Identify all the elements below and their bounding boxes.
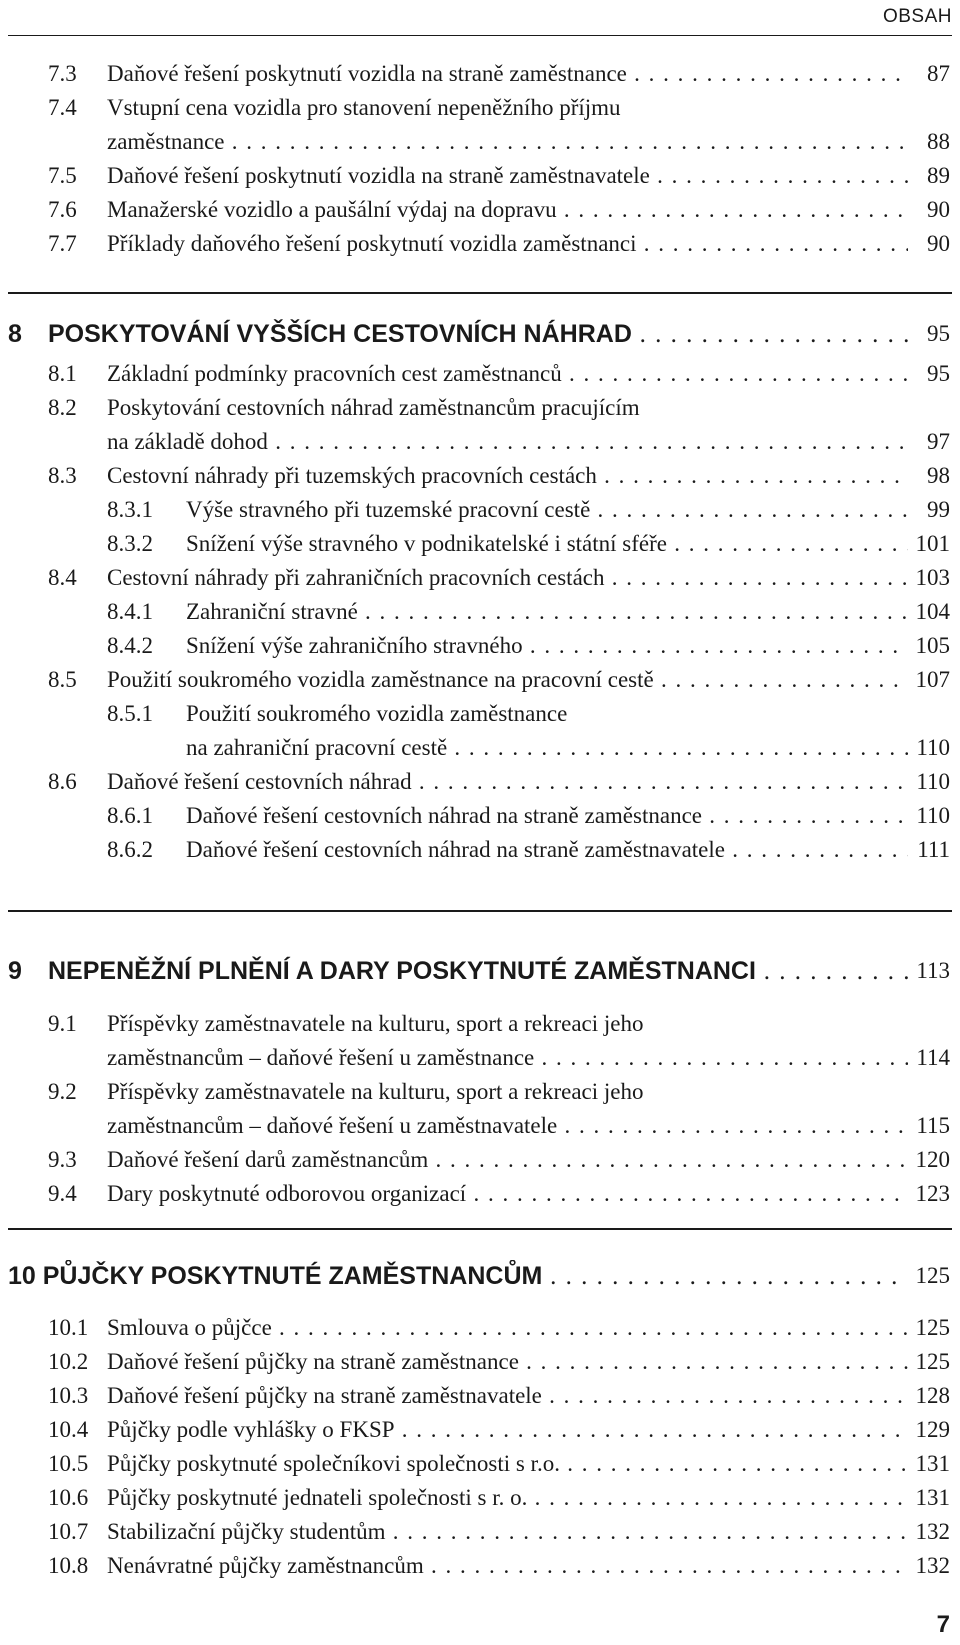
chapter-title: NEPENĚŽNÍ PLNĚNÍ A DARY POSKYTNUTÉ ZAMĚSTNANCI . . . xyxy=(48,955,908,988)
entry-page: 87 xyxy=(927,61,950,86)
chapter-rule xyxy=(8,1228,952,1230)
entry-page: 125 xyxy=(915,1349,950,1374)
chapter-number: 9 xyxy=(8,957,22,985)
entry-title-line: Použití soukromého vozidla zaměstnance xyxy=(186,701,568,726)
toc-entry-8-5[interactable] xyxy=(0,664,960,696)
entry-title: Daňové řešení půjčky na straně zaměstnance . . . xyxy=(107,1346,908,1378)
entry-title-line: Příspěvky zaměstnavatele na kulturu, sport a rekreaci jeho xyxy=(107,1011,644,1036)
entry-page: 132 xyxy=(915,1553,950,1578)
toc-entry-9-1[interactable] xyxy=(0,1042,960,1074)
chapter-page: 113 xyxy=(916,958,950,983)
chapter-page: 95 xyxy=(927,321,950,346)
entry-number: 8.2 xyxy=(48,395,77,420)
entry-page: 107 xyxy=(915,667,950,692)
entry-number: 9.4 xyxy=(48,1181,77,1206)
entry-number: 10.1 xyxy=(48,1315,89,1340)
entry-page: 104 xyxy=(915,599,950,624)
toc-entry-8-6-1[interactable] xyxy=(0,800,960,832)
toc-entry-8-4-2[interactable] xyxy=(0,630,960,662)
toc-entry-8-4-1[interactable] xyxy=(0,596,960,628)
entry-title: Daňové řešení cestovních náhrad na straně zaměstnance . . . xyxy=(186,800,908,832)
entry-page: 88 xyxy=(927,129,950,154)
toc-entry-8-6[interactable] xyxy=(0,766,960,798)
toc-entry-10-4[interactable] xyxy=(0,1414,960,1446)
chapter-title: 10 PŮJČKY POSKYTNUTÉ ZAMĚSTNANCŮM . . . xyxy=(8,1260,908,1293)
entry-page: 101 xyxy=(915,531,950,556)
entry-page: 90 xyxy=(927,197,950,222)
entry-number: 10.8 xyxy=(48,1553,89,1578)
toc-entry-7-4-line1[interactable] xyxy=(0,92,960,124)
entry-page: 98 xyxy=(927,463,950,488)
toc-entry-7-3[interactable] xyxy=(0,58,960,90)
toc-entry-9-2[interactable] xyxy=(0,1110,960,1142)
chapter-page: 125 xyxy=(915,1263,950,1288)
entry-title: Daňové řešení cestovních náhrad . . . xyxy=(107,766,908,798)
entry-number: 9.1 xyxy=(48,1011,77,1036)
entry-number: 7.6 xyxy=(48,197,77,222)
entry-title: Manažerské vozidlo a paušální výdaj na dopravu . . . xyxy=(107,194,908,226)
chapter-rule xyxy=(8,292,952,294)
entry-page: 129 xyxy=(915,1417,950,1442)
entry-page: 103 xyxy=(915,565,950,590)
entry-title: Základní podmínky pracovních cest zaměstnanců . . . xyxy=(107,358,908,390)
entry-number: 7.7 xyxy=(48,231,77,256)
entry-page: 105 xyxy=(915,633,950,658)
entry-title: Daňové řešení půjčky na straně zaměstnavatele . . . xyxy=(107,1380,908,1412)
entry-title: Snížení výše zahraničního stravného . . . xyxy=(186,630,908,662)
entry-title: Smlouva o půjčce . . . xyxy=(107,1312,908,1344)
entry-title: Dary poskytnuté odborovou organizací . . . xyxy=(107,1178,908,1210)
toc-entry-7-7[interactable] xyxy=(0,228,960,260)
toc-entry-10-1[interactable] xyxy=(0,1312,960,1344)
entry-number: 8.3.1 xyxy=(107,497,153,522)
entry-page: 110 xyxy=(916,803,950,828)
entry-page: 97 xyxy=(927,429,950,454)
entry-number: 10.6 xyxy=(48,1485,89,1510)
entry-page: 132 xyxy=(915,1519,950,1544)
entry-title: Nenávratné půjčky zaměstnancům . . . xyxy=(107,1550,908,1582)
toc-entry-7-5[interactable] xyxy=(0,160,960,192)
toc-entry-8-3-2[interactable] xyxy=(0,528,960,560)
toc-entry-10-5[interactable] xyxy=(0,1448,960,1480)
entry-title: Půjčky poskytnuté jednateli společnosti s r. o. . . . xyxy=(107,1482,908,1514)
entry-title: zaměstnancům – daňové řešení u zaměstnance . . . xyxy=(107,1042,908,1074)
running-header: OBSAH xyxy=(882,6,952,27)
entry-title: Stabilizační půjčky studentům . . . xyxy=(107,1516,908,1548)
entry-title: zaměstnance . . . xyxy=(107,126,908,158)
entry-number: 8.3 xyxy=(48,463,77,488)
chapter-number: 8 xyxy=(8,320,22,348)
toc-chapter-10[interactable] xyxy=(0,1260,960,1292)
entry-title-line: Vstupní cena vozidla pro stanovení nepeněžního příjmu xyxy=(107,95,621,120)
entry-number: 7.4 xyxy=(48,95,77,120)
entry-page: 123 xyxy=(915,1181,950,1206)
toc-entry-10-7[interactable] xyxy=(0,1516,960,1548)
toc-entry-10-8[interactable] xyxy=(0,1550,960,1582)
toc-entry-9-2-line1[interactable] xyxy=(0,1076,960,1108)
toc-chapter-8[interactable] xyxy=(0,318,960,350)
entry-title: Cestovní náhrady při zahraničních pracovních cestách . . . xyxy=(107,562,908,594)
chapter-rule xyxy=(8,910,952,912)
entry-number: 10.3 xyxy=(48,1383,89,1408)
entry-title: na základě dohod . . . xyxy=(107,426,908,458)
entry-page: 90 xyxy=(927,231,950,256)
toc-entry-8-1[interactable] xyxy=(0,358,960,390)
toc-entry-8-5-1-line1[interactable] xyxy=(0,698,960,730)
entry-page: 128 xyxy=(915,1383,950,1408)
toc-entry-8-3-1[interactable] xyxy=(0,494,960,526)
entry-page: 95 xyxy=(927,361,950,386)
entry-title: Výše stravného při tuzemské pracovní cestě . . . xyxy=(186,494,908,526)
entry-number: 8.6.2 xyxy=(107,837,153,862)
entry-title: Daňové řešení poskytnutí vozidla na straně zaměstnance . . . xyxy=(107,58,908,90)
entry-page: 110 xyxy=(916,735,950,760)
entry-title: na zahraniční pracovní cestě . . . xyxy=(186,732,908,764)
entry-title: Půjčky poskytnuté společníkovi společnosti s r.o. . . . xyxy=(107,1448,908,1480)
entry-number: 9.3 xyxy=(48,1147,77,1172)
entry-number: 8.6 xyxy=(48,769,77,794)
entry-title: Daňové řešení poskytnutí vozidla na straně zaměstnavatele . . . xyxy=(107,160,908,192)
entry-page: 131 xyxy=(915,1451,950,1476)
toc-entry-8-4[interactable] xyxy=(0,562,960,594)
header-rule xyxy=(8,35,952,36)
page-number: 7 xyxy=(936,1611,950,1638)
entry-title: Snížení výše stravného v podnikatelské i státní sféře . . . xyxy=(186,528,908,560)
entry-title-line: Příspěvky zaměstnavatele na kulturu, sport a rekreaci jeho xyxy=(107,1079,644,1104)
entry-number: 8.3.2 xyxy=(107,531,153,556)
toc-entry-7-6[interactable] xyxy=(0,194,960,226)
chapter-title: POSKYTOVÁNÍ VYŠŠÍCH CESTOVNÍCH NÁHRAD . . . xyxy=(48,318,908,351)
entry-page: 114 xyxy=(916,1045,950,1070)
toc-entry-10-2[interactable] xyxy=(0,1346,960,1378)
entry-page: 120 xyxy=(915,1147,950,1172)
entry-title: Zahraniční stravné . . . xyxy=(186,596,908,628)
entry-page: 125 xyxy=(915,1315,950,1340)
toc-entry-9-1-line1[interactable] xyxy=(0,1008,960,1040)
entry-page: 115 xyxy=(916,1113,950,1138)
entry-page: 99 xyxy=(927,497,950,522)
entry-title: Použití soukromého vozidla zaměstnance na pracovní cestě . . . xyxy=(107,664,908,696)
entry-title: Příklady daňového řešení poskytnutí vozidla zaměstnanci . . . xyxy=(107,228,908,260)
entry-number: 10.7 xyxy=(48,1519,89,1544)
toc-chapter-9[interactable] xyxy=(0,955,960,987)
toc-entry-7-4[interactable] xyxy=(0,126,960,158)
entry-number: 8.5 xyxy=(48,667,77,692)
entry-title: zaměstnancům – daňové řešení u zaměstnavatele . . . xyxy=(107,1110,908,1142)
entry-number: 8.4 xyxy=(48,565,77,590)
entry-number: 10.2 xyxy=(48,1349,89,1374)
toc-entry-8-2[interactable] xyxy=(0,426,960,458)
entry-page: 110 xyxy=(916,769,950,794)
entry-page: 131 xyxy=(915,1485,950,1510)
entry-number: 8.4.2 xyxy=(107,633,153,658)
entry-title: Daňové řešení darů zaměstnancům . . . xyxy=(107,1144,908,1176)
entry-number: 7.5 xyxy=(48,163,77,188)
entry-number: 8.4.1 xyxy=(107,599,153,624)
entry-number: 9.2 xyxy=(48,1079,77,1104)
toc-entry-8-3[interactable] xyxy=(0,460,960,492)
toc-entry-9-3[interactable] xyxy=(0,1144,960,1176)
entry-number: 10.5 xyxy=(48,1451,89,1476)
entry-number: 7.3 xyxy=(48,61,77,86)
entry-page: 111 xyxy=(917,837,950,862)
entry-title: Daňové řešení cestovních náhrad na straně zaměstnavatele . . . xyxy=(186,834,908,866)
entry-number: 8.6.1 xyxy=(107,803,153,828)
entry-number: 10.4 xyxy=(48,1417,89,1442)
entry-page: 89 xyxy=(927,163,950,188)
toc-entry-8-6-2[interactable] xyxy=(0,834,960,866)
toc-entry-9-4[interactable] xyxy=(0,1178,960,1210)
toc-entry-8-2-line1[interactable] xyxy=(0,392,960,424)
toc-entry-10-6[interactable] xyxy=(0,1482,960,1514)
entry-number: 8.5.1 xyxy=(107,701,153,726)
entry-title: Cestovní náhrady při tuzemských pracovních cestách . . . xyxy=(107,460,908,492)
toc-entry-8-5-1[interactable] xyxy=(0,732,960,764)
toc-entry-10-3[interactable] xyxy=(0,1380,960,1412)
entry-title: Půjčky podle vyhlášky o FKSP . . . xyxy=(107,1414,908,1446)
entry-number: 8.1 xyxy=(48,361,77,386)
entry-title-line: Poskytování cestovních náhrad zaměstnancům pracujícím xyxy=(107,395,640,420)
